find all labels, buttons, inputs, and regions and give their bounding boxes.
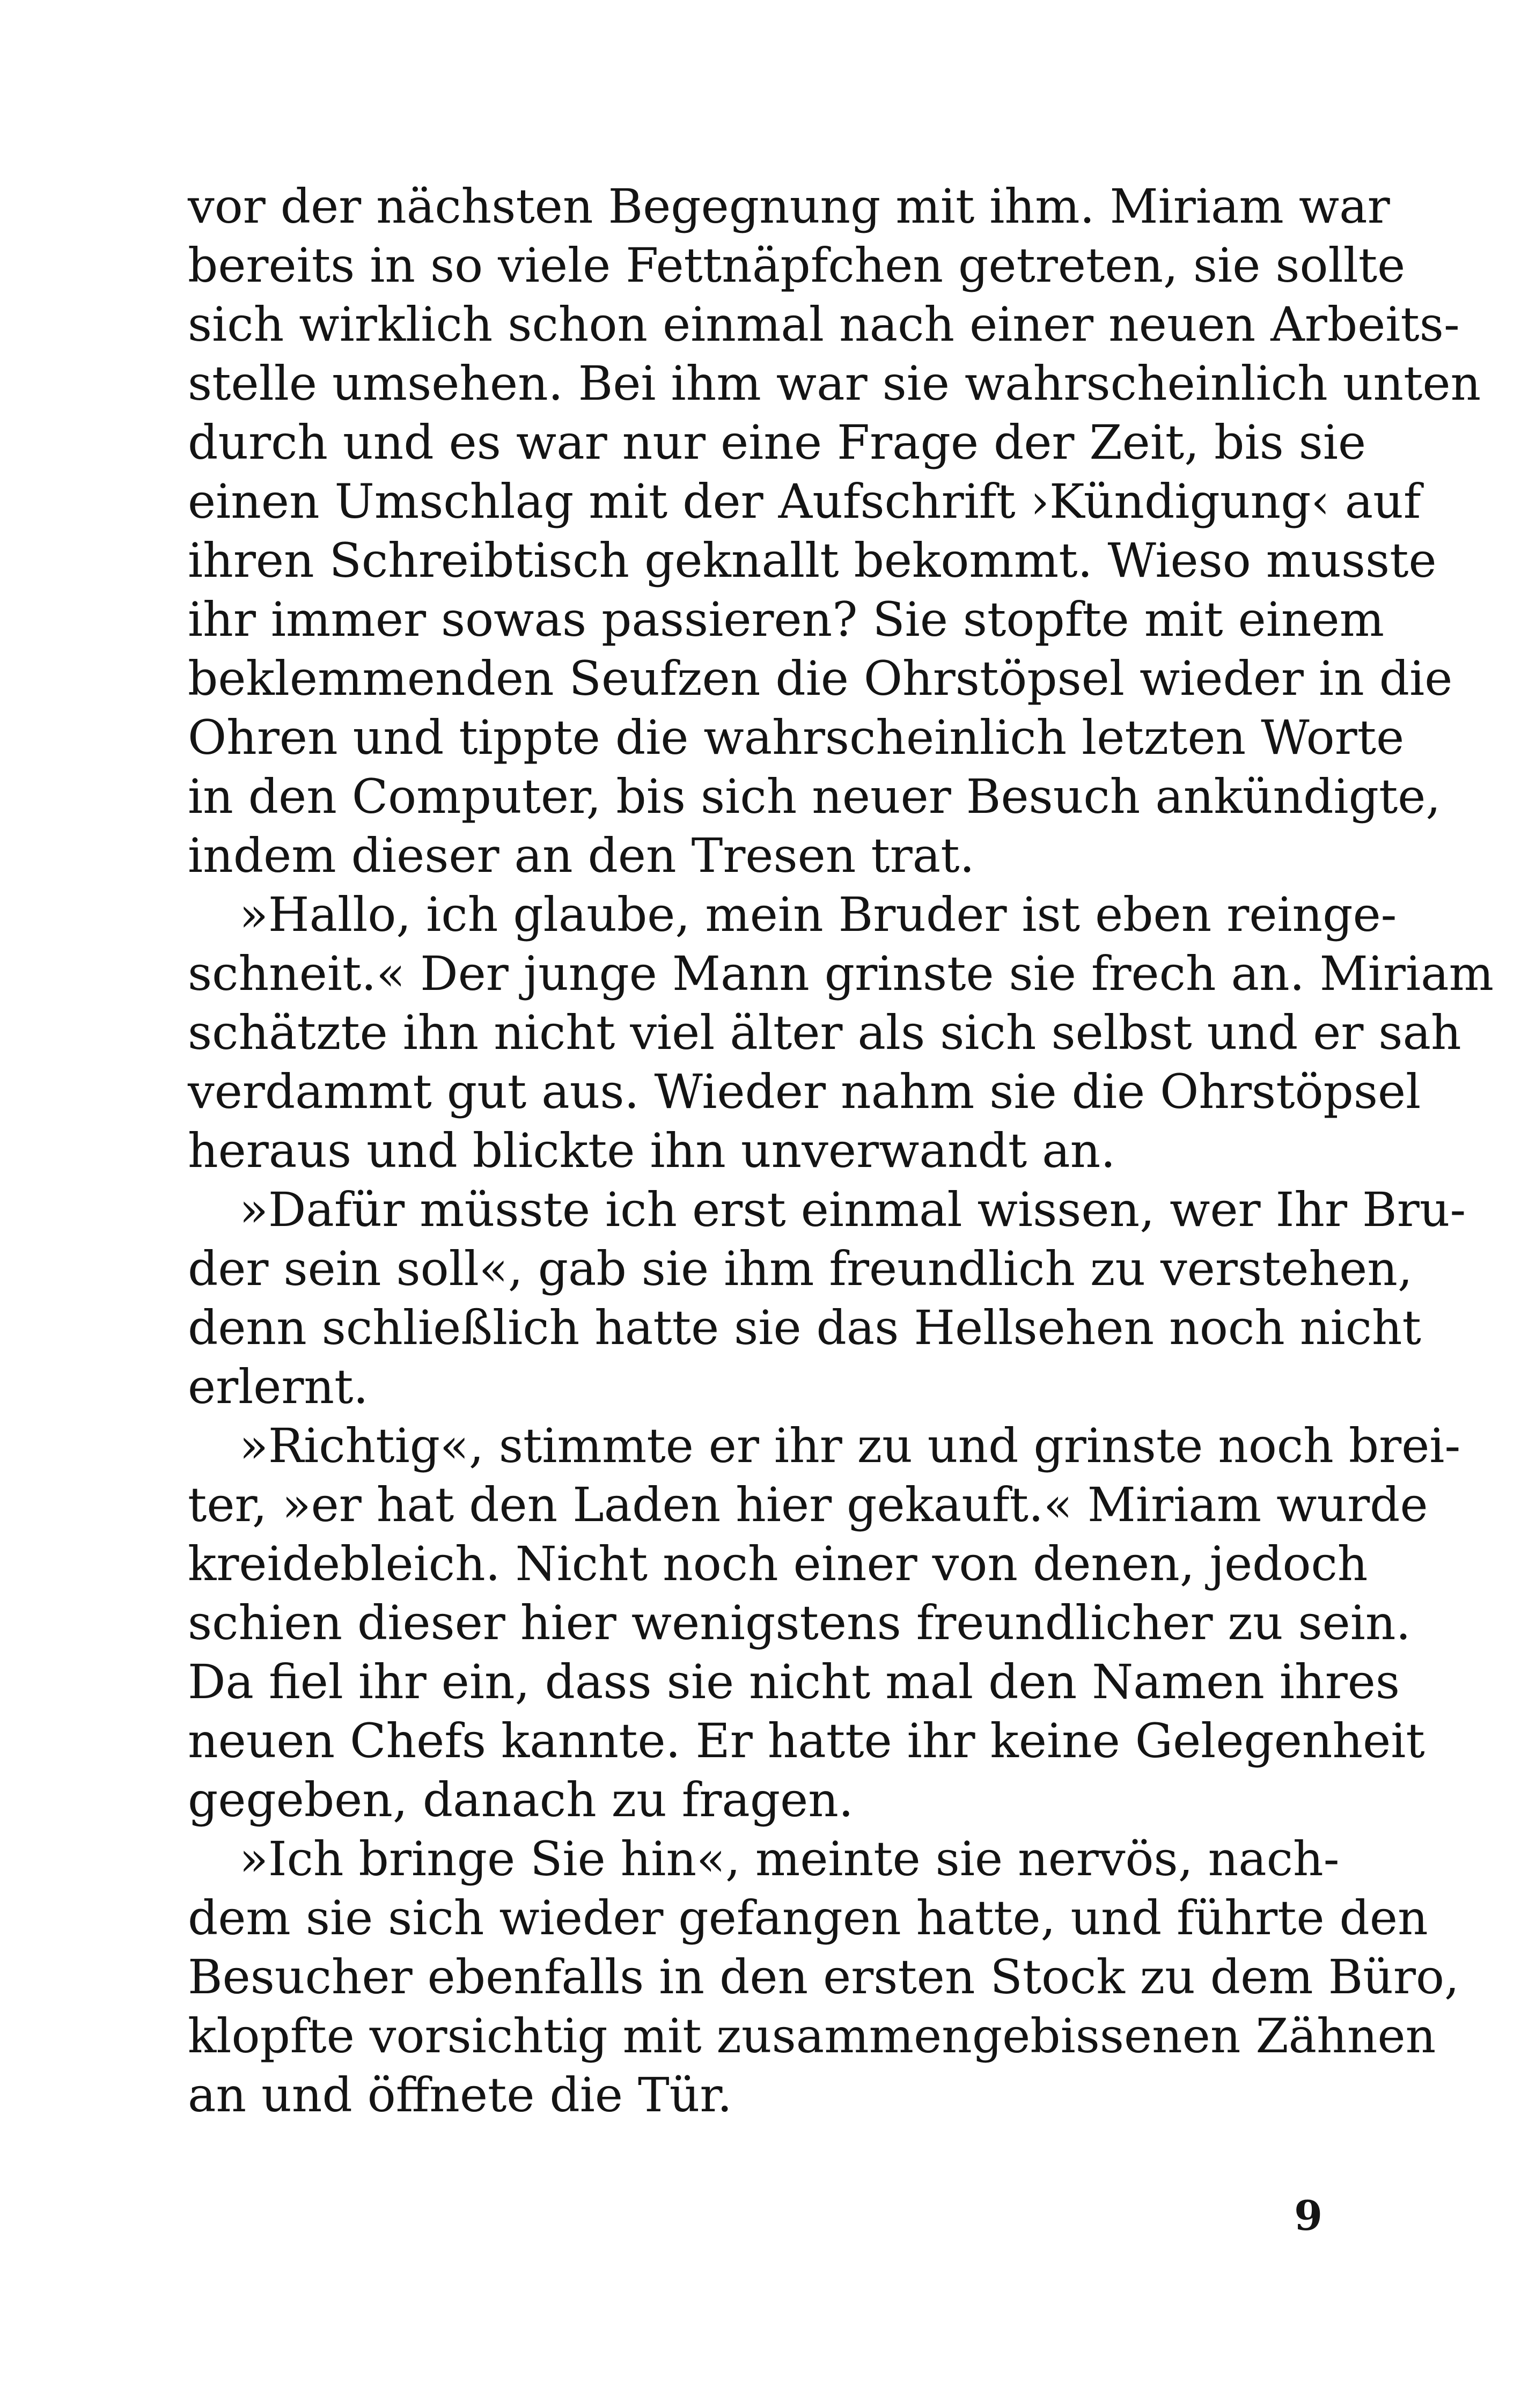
text-line: heraus und blickte ihn unverwandt an.	[188, 1123, 1116, 1178]
text-line: stelle umsehen. Bei ihm war sie wahrscheinlich unten	[188, 356, 1481, 411]
text-line: Da fiel ihr ein, dass sie nicht mal den Namen ihres	[188, 1654, 1400, 1709]
text-line: durch und es war nur eine Frage der Zeit, bis sie	[188, 415, 1366, 470]
page-number: 9	[1294, 2192, 1322, 2240]
text-line: beklemmenden Seufzen die Ohrstöpsel wieder in die	[188, 651, 1453, 706]
text-line: »Dafür müsste ich erst einmal wissen, wer Ihr Bru-	[239, 1182, 1466, 1237]
text-line: schätzte ihn nicht viel älter als sich selbst und er sah	[188, 1005, 1461, 1060]
text-line: in den Computer, bis sich neuer Besuch ankündigte,	[188, 769, 1441, 824]
body-text	[188, 177, 1494, 2125]
text-line: kreidebleich. Nicht noch einer von denen, jedoch	[188, 1536, 1368, 1591]
text-line: »Hallo, ich glaube, mein Bruder ist eben reinge-	[239, 887, 1397, 942]
text-line: Ohren und tippte die wahrscheinlich letzten Worte	[188, 710, 1405, 765]
text-line: schneit.« Der junge Mann grinste sie frech an. Miriam	[188, 946, 1494, 1001]
text-line: sich wirklich schon einmal nach einer neuen Arbeits-	[188, 297, 1460, 352]
text-line: »Richtig«, stimmte er ihr zu und grinste noch brei-	[239, 1418, 1461, 1473]
text-line: vor der nächsten Begegnung mit ihm. Miriam war	[188, 179, 1390, 234]
text-line: »Ich bringe Sie hin«, meinte sie nervös, nach-	[239, 1831, 1340, 1886]
text-line: ihr immer sowas passieren? Sie stopfte mit einem	[188, 592, 1385, 647]
text-line: neuen Chefs kannte. Er hatte ihr keine Gelegenheit	[188, 1713, 1425, 1768]
text-line: verdammt gut aus. Wieder nahm sie die Ohrstöpsel	[188, 1064, 1421, 1119]
text-line: ihren Schreibtisch geknallt bekommt. Wieso musste	[188, 533, 1437, 588]
text-line: gegeben, danach zu fragen.	[188, 1772, 854, 1827]
text-line: indem dieser an den Tresen trat.	[188, 828, 975, 883]
text-line: bereits in so viele Fettnäpfchen getreten, sie sollte	[188, 238, 1406, 293]
text-line: ter, »er hat den Laden hier gekauft.« Miriam wurde	[188, 1477, 1428, 1532]
text-line: der sein soll«, gab sie ihm freundlich zu verstehen,	[188, 1241, 1413, 1296]
text-line: dem sie sich wieder gefangen hatte, und führte den	[188, 1890, 1428, 1946]
text-line: schien dieser hier wenigstens freundlicher zu sein.	[188, 1595, 1411, 1650]
text-line: Besucher ebenfalls in den ersten Stock zu dem Büro,	[188, 1949, 1459, 2005]
text-line: erlernt.	[188, 1359, 369, 1414]
text-line: denn schließlich hatte sie das Hellsehen noch nicht	[188, 1300, 1421, 1355]
text-line: an und öffnete die Tür.	[188, 2067, 732, 2123]
text-line: einen Umschlag mit der Aufschrift ›Kündigung‹ auf	[188, 474, 1421, 529]
text-line: klopfte vorsichtig mit zusammengebissenen Zähnen	[188, 2008, 1436, 2064]
